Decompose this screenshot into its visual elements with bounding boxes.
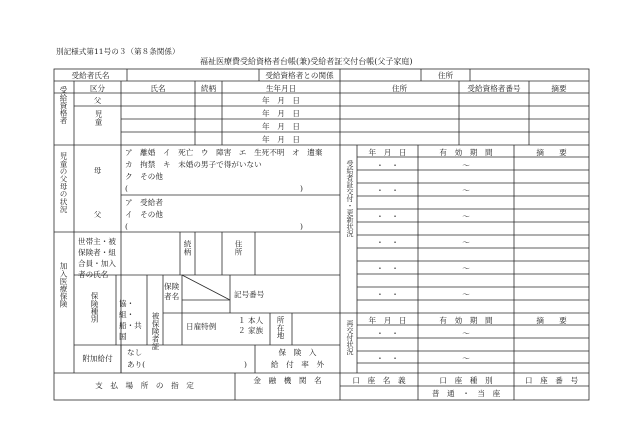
bank-name-label: 金 融 機 関 名	[253, 376, 322, 385]
daily-special-label: 日雇特例	[186, 322, 217, 331]
insured-label: 被保険者証	[151, 312, 160, 350]
form-number: 別記様式第11号の３（第８条関係）	[56, 47, 180, 56]
benefit-rate-label: 給 付 率 外	[270, 360, 325, 369]
mother-status-line-1: ア 離婚 イ 死亡 ウ 障害 エ 生死不明 オ 遺棄	[125, 148, 323, 157]
dob-row-2: 年 月 日	[262, 109, 300, 118]
reissue-section-label: 再交付状況	[346, 320, 354, 355]
issuance-date-6: ・ ・	[376, 290, 399, 299]
address-header: 住所	[391, 84, 408, 93]
kyokai-label: 協・組・船・共国	[119, 299, 142, 341]
issuance-range-1: ～	[462, 161, 470, 170]
father-row-label: 父	[93, 96, 102, 105]
address-label: 住所	[437, 71, 454, 80]
reissue-date-header: 年 月 日	[368, 316, 407, 325]
father-status-line-2: イ その他	[125, 210, 163, 219]
mother-status-line-3: ク その他	[125, 172, 163, 181]
issuance-range-6: ～	[462, 290, 470, 299]
issuance-date-1: ・ ・	[376, 161, 399, 170]
account-types-value: 普 通 ・ 当 座	[431, 389, 501, 398]
name-header: 氏名	[150, 84, 166, 93]
insurance-admission-label: 保 険 入	[278, 348, 317, 357]
form-title: 福祉医療費受給資格者台帳(兼)受給者証交付台帳(父子家庭)	[200, 57, 413, 66]
supplementary-exists-close: )	[244, 360, 247, 369]
reissue-validity-header: 有 効 期 間	[439, 316, 493, 325]
remarks-header: 摘要	[551, 84, 567, 93]
householder-label: 世帯主・被保険者・組合員・加入者の氏名	[78, 237, 116, 279]
insurance-relation-label: 続柄	[183, 240, 192, 256]
dob-row-4: 年 月 日	[262, 135, 300, 144]
payment-designation-label: 支 払 場 所 の 指 定	[95, 381, 194, 390]
issuance-range-5: ～	[462, 264, 470, 273]
issuance-section-label: 受給者証交付・更新状況	[346, 160, 354, 237]
kubun-header: 区分	[89, 84, 106, 93]
insurance-section-label: 加入医療保険	[59, 262, 68, 308]
issuance-date-4: ・ ・	[376, 238, 399, 247]
issuance-validity-header: 有 効 期 間	[439, 148, 493, 157]
insurer-name-label: 保険者名	[164, 282, 180, 301]
issuance-date-5: ・ ・	[376, 264, 399, 273]
location-label: 所在地	[276, 316, 285, 339]
mother-paren-close: )	[300, 184, 303, 193]
dob-header: 生年月日	[265, 84, 297, 93]
account-type-label: 口 座 種 別	[439, 376, 493, 385]
dob-row-3: 年 月 日	[262, 122, 300, 131]
insurance-address-label: 住所	[234, 240, 243, 256]
insurance-kind-label: 保険種別	[90, 292, 99, 323]
parents-section-label: 児童の父母の状況	[59, 152, 68, 213]
recipient-name-label: 受給者氏名	[71, 71, 110, 80]
mother-status-line-2: カ 拘禁 キ 未婚の男子で得がいない	[125, 160, 262, 169]
issuance-range-2: ～	[462, 186, 470, 195]
relation-header: 続柄	[200, 84, 217, 93]
reissue-range-1: ～	[462, 329, 470, 338]
account-number-label: 口 座 番 号	[524, 376, 579, 385]
father-label: 父	[93, 210, 102, 219]
issuance-date-3: ・ ・	[376, 212, 399, 221]
issuance-range-4: ～	[462, 238, 470, 247]
relation-label: 受給資格者との関係	[265, 71, 334, 80]
member-type-label: １ 本人 ２ 家族	[238, 316, 264, 335]
dob-row-1: 年 月 日	[262, 96, 300, 105]
symbol-number-label: 記号番号	[234, 290, 265, 299]
supplementary-exists: あり(	[127, 360, 146, 369]
mother-label: 母	[93, 166, 102, 175]
father-status-line-1: ア 受給者	[125, 198, 163, 207]
reissue-date-2: ・ ・	[376, 354, 399, 363]
reissue-date-1: ・ ・	[376, 329, 399, 338]
child-row-label: 児童	[94, 110, 103, 126]
recipients-section-label: 受給資格者	[59, 86, 68, 124]
father-paren-close: )	[300, 222, 303, 231]
issuance-range-3: ～	[462, 212, 470, 221]
reissue-remarks-header: 摘 要	[536, 316, 567, 325]
reissue-range-2: ～	[462, 354, 470, 363]
account-holder-label: 口 座 名 義	[352, 376, 406, 385]
issuance-date-2: ・ ・	[376, 186, 399, 195]
supplementary-label: 附加給付	[82, 354, 113, 363]
issuance-date-header: 年 月 日	[368, 148, 407, 157]
father-paren-open: (	[125, 222, 128, 231]
supplementary-none: なし	[127, 348, 143, 357]
mother-paren-open: (	[125, 184, 128, 193]
issuance-remarks-header: 摘 要	[536, 148, 567, 157]
recipient-number-header: 受給資格者番号	[467, 84, 521, 93]
